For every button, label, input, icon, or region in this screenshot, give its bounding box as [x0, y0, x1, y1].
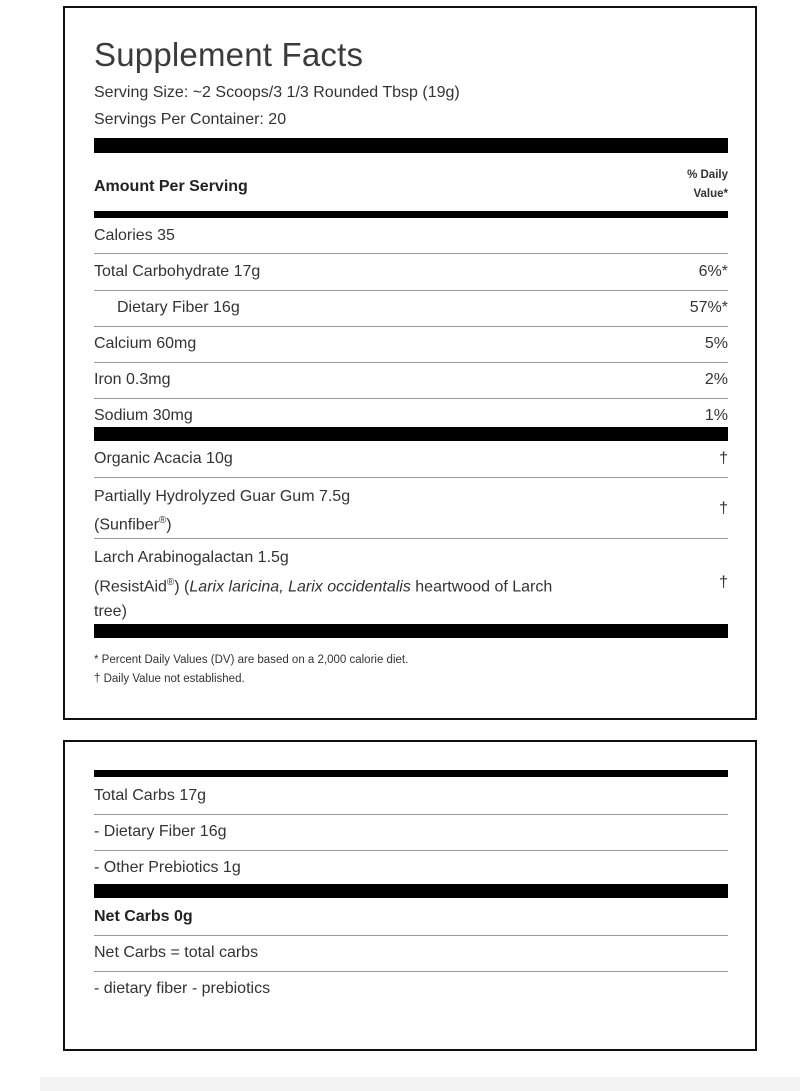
daily-value-header-line1: % Daily — [687, 169, 728, 181]
registered-mark: ® — [158, 515, 167, 526]
nutrient-label: Total Carbohydrate 17g — [94, 263, 261, 280]
servings-per-container: Servings Per Container: 20 — [94, 111, 287, 128]
supplement-facts-panel — [63, 6, 757, 720]
row-divider — [94, 850, 728, 851]
ingredient-label — [94, 545, 668, 624]
carb-label: Total Carbs 17g — [94, 787, 207, 804]
row-divider — [94, 935, 728, 936]
nutrient-label: Sodium 30mg — [94, 407, 193, 424]
row-divider — [94, 538, 728, 539]
nutrient-label: Iron 0.3mg — [94, 371, 171, 388]
row-divider — [94, 326, 728, 327]
calories-label: Calories 35 — [94, 227, 175, 244]
serving-size: Serving Size: ~2 Scoops/3 1/3 Rounded Tbsp (19g) — [94, 84, 460, 101]
row-divider — [94, 362, 728, 363]
dagger-mark: † — [719, 574, 728, 591]
row-divider — [94, 971, 728, 972]
thick-divider — [94, 624, 728, 638]
nutrient-label: Calcium 60mg — [94, 335, 197, 352]
net-carbs-label: Net Carbs 0g — [94, 908, 193, 925]
dagger-mark: † — [719, 450, 728, 467]
thick-divider — [94, 138, 728, 153]
medium-divider — [94, 770, 728, 777]
registered-mark: ® — [166, 577, 175, 588]
dagger-mark: † — [719, 500, 728, 517]
nutrient-dv: 2% — [704, 371, 728, 388]
ingredient-line1: Partially Hydrolyzed Guar Gum 7.5g — [94, 488, 351, 505]
net-carbs-panel — [63, 740, 757, 1051]
row-divider — [94, 814, 728, 815]
nutrient-dv: 6%* — [698, 263, 728, 280]
footnote-dagger: † Daily Value not established. — [94, 673, 245, 685]
ingredient-label — [94, 485, 350, 537]
ingredient-row — [94, 545, 728, 625]
thick-divider — [94, 884, 728, 898]
footnote-daily-values: * Percent Daily Values (DV) are based on a 2,000 calorie diet. — [94, 654, 409, 666]
nutrient-dv: 5% — [704, 335, 728, 352]
row-divider — [94, 253, 728, 254]
carb-label: - Dietary Fiber 16g — [94, 823, 227, 840]
carb-label: - Other Prebiotics 1g — [94, 859, 241, 876]
ingredient-line1: Larch Arabinogalactan 1.5g — [94, 549, 289, 566]
ingredient-line2: (Sunfiber — [94, 516, 159, 534]
nutrient-label: Dietary Fiber 16g — [117, 299, 240, 316]
bottom-strip — [40, 1077, 800, 1091]
nutrient-dv: 1% — [704, 407, 728, 424]
formula-line2: - dietary fiber - prebiotics — [94, 980, 271, 997]
ingredient-line2-end: ) — [166, 516, 172, 534]
row-divider — [94, 477, 728, 478]
ingredient-label: Organic Acacia 10g — [94, 450, 233, 467]
row-divider — [94, 290, 728, 291]
ingredient-line2-end: heartwood of Larch — [410, 578, 553, 596]
ingredient-line2-mid: ) ( — [174, 578, 190, 596]
thick-divider — [94, 427, 728, 441]
ingredient-line2: (ResistAid — [94, 578, 167, 596]
facts-title: Supplement Facts — [94, 36, 364, 73]
daily-value-header-line2: Value* — [693, 188, 728, 200]
amount-per-serving-header: Amount Per Serving — [94, 178, 248, 195]
row-divider — [94, 398, 728, 399]
ingredient-row — [94, 485, 728, 535]
medium-divider — [94, 211, 728, 218]
latin-name: Larix laricina, Larix occidentalis — [189, 578, 411, 596]
nutrient-dv: 57%* — [689, 299, 728, 316]
daily-value-header — [687, 166, 728, 204]
ingredient-line3: tree) — [94, 603, 127, 621]
formula-line1: Net Carbs = total carbs — [94, 944, 259, 961]
